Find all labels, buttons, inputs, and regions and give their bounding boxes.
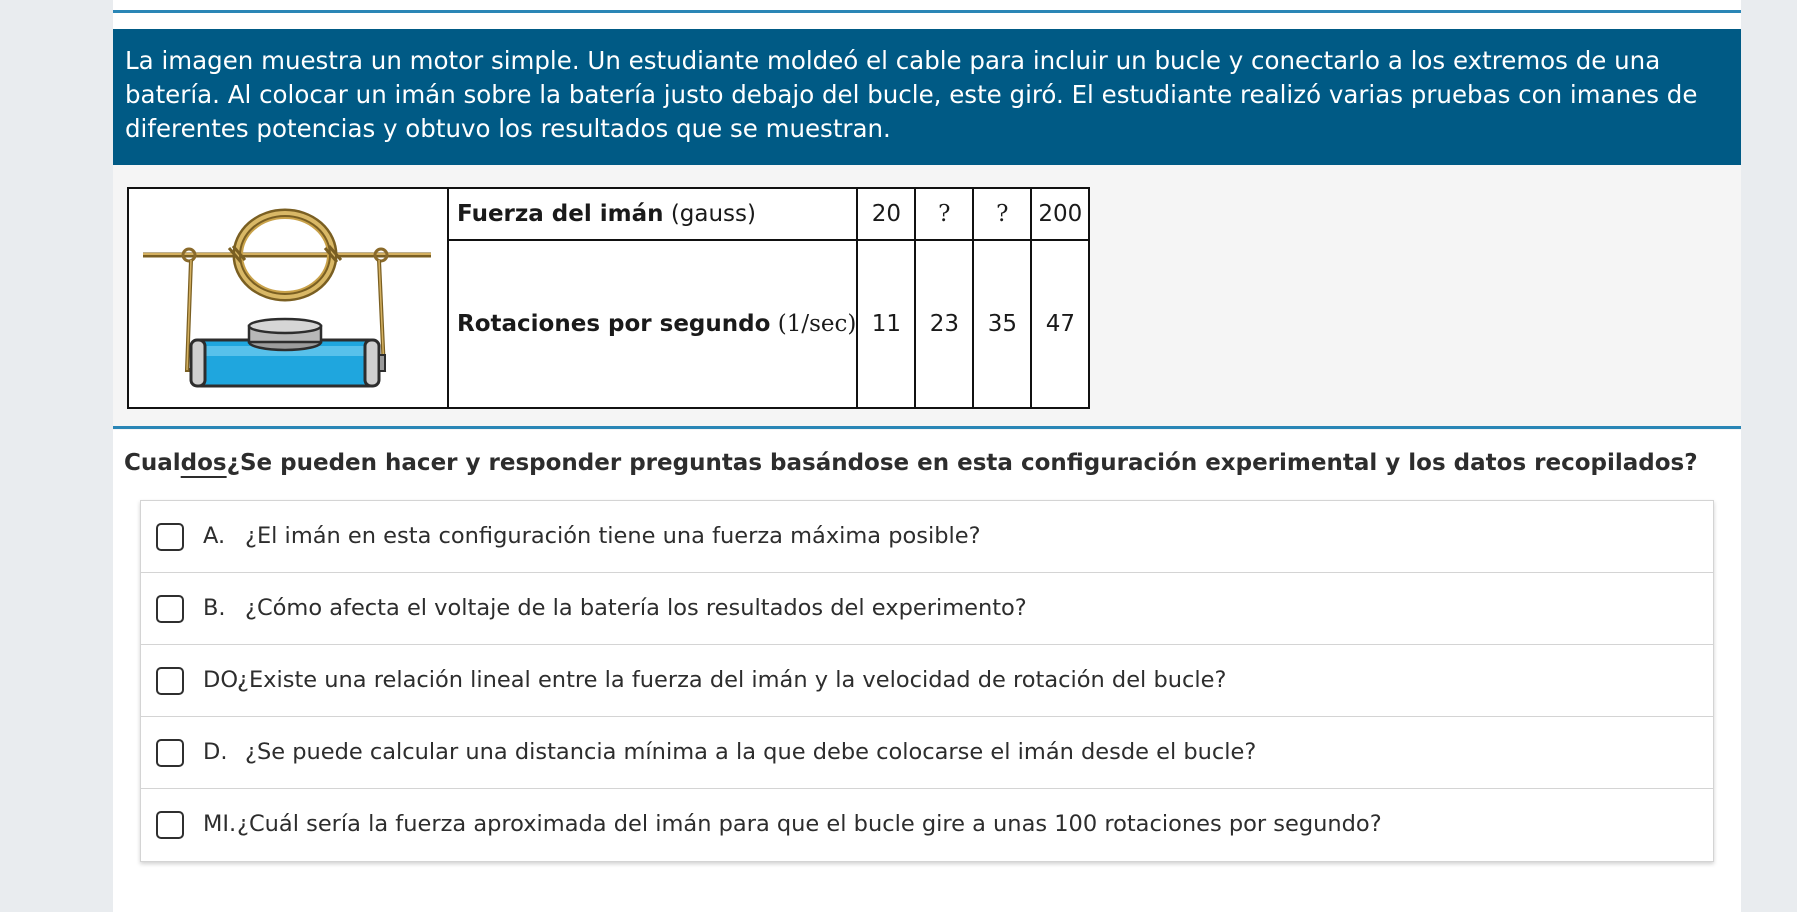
option-text: ¿Existe una relación lineal entre la fuerza del imán y la velocidad de rotación del bucle?	[237, 667, 1227, 693]
option-letter: MI.	[203, 811, 237, 837]
option-text: ¿Cuál sería la fuerza aproximada del imán para que el bucle gire a unas 100 rotaciones por segundo?	[237, 811, 1382, 837]
question-underlined-word: dos	[180, 450, 227, 476]
top-divider	[113, 10, 1741, 13]
magnet-strength-value: ?	[973, 188, 1031, 240]
rotations-value: 35	[973, 240, 1031, 408]
rotations-unit: (1/sec)	[777, 311, 857, 337]
answer-option-c[interactable]	[141, 645, 1713, 717]
answer-options-list	[140, 500, 1714, 862]
magnet-strength-label	[448, 188, 857, 240]
stimulus-header	[113, 29, 1741, 165]
checkbox[interactable]	[156, 595, 184, 623]
question-prompt	[124, 450, 1698, 476]
simple-motor-illustration	[129, 190, 447, 406]
rotations-value: 47	[1031, 240, 1089, 408]
stimulus-bottom-divider	[113, 426, 1741, 429]
option-letter: D.	[203, 739, 228, 765]
motor-illustration-cell	[128, 188, 448, 408]
option-text: ¿Cómo afecta el voltaje de la batería los resultados del experimento?	[245, 595, 1027, 621]
magnet-strength-value: 20	[857, 188, 915, 240]
checkbox[interactable]	[156, 667, 184, 695]
rotations-label	[448, 240, 857, 408]
question-rest: ¿Se pueden hacer y responder preguntas basándose en esta configuración experimental y los datos recopilados?	[226, 450, 1698, 476]
answer-option-a[interactable]	[141, 501, 1713, 573]
option-text: ¿El imán en esta configuración tiene una fuerza máxima posible?	[245, 523, 981, 549]
stimulus-text: La imagen muestra un motor simple. Un estudiante moldeó el cable para incluir un bucle y conectarlo a los extremos de una batería. Al colocar un imán sobre la batería justo debajo del bucle, este giró. El estudiante realizó varias pruebas con imanes de diferentes potencias y obtuvo los resultados que se muestran.	[125, 46, 1698, 143]
assessment-page	[113, 0, 1741, 912]
rotations-value: 11	[857, 240, 915, 408]
magnet-strength-label-bold: Fuerza del imán	[457, 201, 664, 227]
stimulus-panel	[113, 29, 1741, 430]
option-text: ¿Se puede calcular una distancia mínima a la que debe colocarse el imán desde el bucle?	[245, 739, 1257, 765]
table-row-magnet-strength	[128, 188, 1089, 240]
magnet-strength-value: 200	[1031, 188, 1089, 240]
checkbox[interactable]	[156, 739, 184, 767]
checkbox[interactable]	[156, 523, 184, 551]
rotations-label-bold: Rotaciones por segundo	[457, 311, 771, 337]
question-prefix: Cual	[124, 450, 181, 476]
checkbox[interactable]	[156, 811, 184, 839]
answer-option-b[interactable]	[141, 573, 1713, 645]
magnet-strength-value: ?	[915, 188, 973, 240]
option-letter: A.	[203, 523, 226, 549]
answer-option-d[interactable]	[141, 717, 1713, 789]
experiment-table	[127, 187, 1090, 409]
option-letter: DO.	[203, 667, 245, 693]
rotations-value: 23	[915, 240, 973, 408]
option-letter: B.	[203, 595, 226, 621]
answer-option-e[interactable]	[141, 789, 1713, 861]
magnet-strength-unit: (gauss)	[670, 201, 756, 227]
